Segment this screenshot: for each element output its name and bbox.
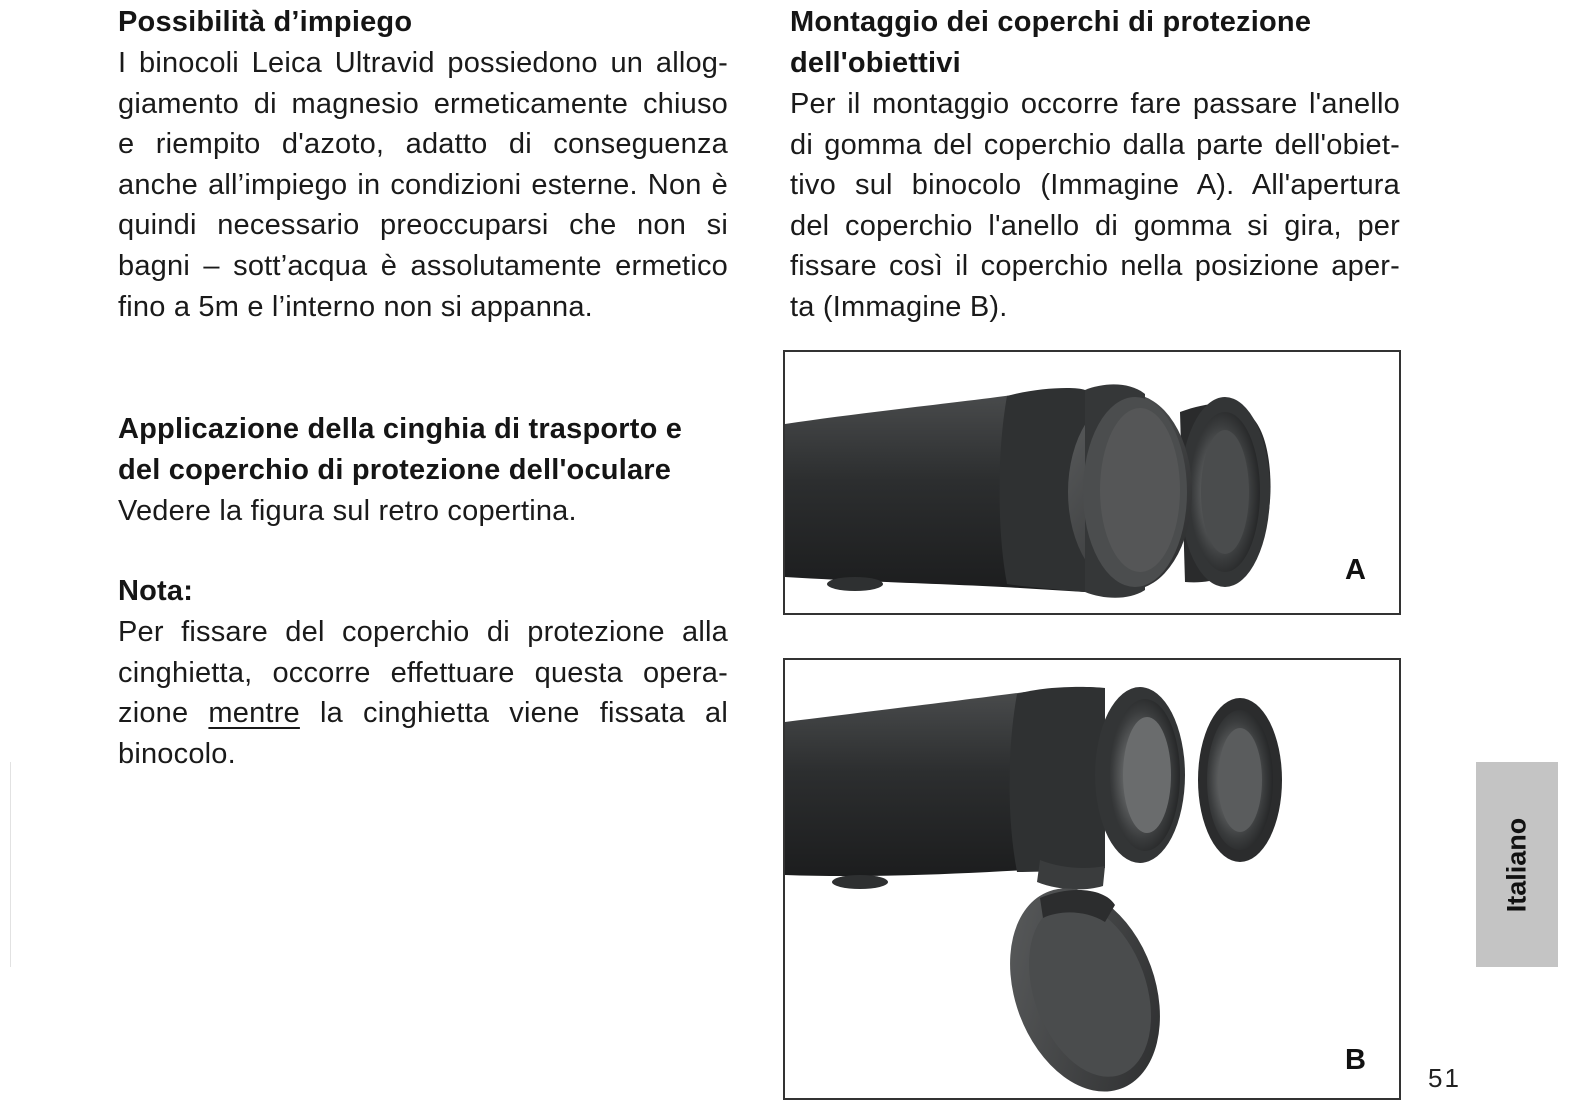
body-line: Per fissare del coperchio di protezione alla: [118, 616, 728, 648]
section-body: [118, 612, 728, 774]
body-line: ta (Immagine B).: [790, 290, 1008, 323]
body-line: cinghietta, occorre effettuare questa opera-: [118, 656, 728, 689]
section-possibilita-impiego: [118, 2, 728, 327]
title-line: del coperchio di protezione dell'oculare: [118, 454, 672, 486]
section-body: [118, 491, 738, 532]
body-line: e riempito d'azoto, adatto di conseguenza: [118, 128, 728, 161]
language-tab-label: Italiano: [1501, 817, 1532, 912]
figure-a-binocular-cap-closed: [783, 350, 1401, 615]
title-line: Montaggio dei coperchi di protezione: [790, 6, 1312, 38]
section-title: [790, 2, 1400, 84]
line-prefix: zione: [118, 697, 189, 730]
section-nota: [118, 571, 728, 774]
body-line: Per il montaggio occorre fare passare l'anello: [790, 88, 1400, 120]
body-line: Vedere la figura sul retro copertina.: [118, 495, 577, 527]
figure-label-b: B: [1345, 1044, 1366, 1076]
body-line: del coperchio l'anello di gomma si gira, per: [790, 209, 1400, 242]
section-title: Possibilità d’impiego: [118, 6, 413, 38]
title-line: dell'obiettivi: [790, 47, 961, 79]
binocular-open-image: [785, 660, 1401, 1100]
section-body: [118, 43, 728, 327]
underlined-word: mentre: [208, 697, 300, 730]
section-title: [118, 409, 738, 491]
body-line: fissare così il coperchio nella posizione aper-: [790, 250, 1400, 283]
body-line: binocolo.: [118, 737, 236, 770]
section-body: [790, 84, 1400, 328]
body-line: giamento di magnesio ermeticamente chiuso: [118, 87, 728, 120]
body-line: I binocoli Leica Ultravid possiedono un allog-: [118, 47, 728, 79]
title-line: Applicazione della cinghia di trasporto e: [118, 413, 683, 445]
body-line: fino a 5m e l’interno non si appanna.: [118, 290, 593, 323]
binocular-closed-image: [785, 352, 1401, 615]
figure-label-a: A: [1345, 554, 1366, 586]
section-applicazione-cinghia: [118, 409, 738, 532]
body-line: quindi necessario preoccuparsi che non si: [118, 209, 728, 242]
language-tab: [1476, 762, 1558, 967]
body-line: [118, 693, 728, 734]
margin-rule: [10, 762, 11, 967]
body-line: anche all’impiego in condizioni esterne. Non è: [118, 168, 728, 201]
line-suffix: la cinghietta viene fissata al: [319, 697, 728, 730]
body-line: bagni – sott’acqua è assolutamente ermetico: [118, 249, 728, 282]
body-line: di gomma del coperchio dalla parte dell'obiet-: [790, 128, 1400, 161]
section-title: Nota:: [118, 575, 194, 607]
page-number: 51: [1428, 1063, 1461, 1093]
section-montaggio-coperchi: [790, 2, 1400, 328]
figure-b-binocular-cap-open: [783, 658, 1401, 1100]
body-line: tivo sul binocolo (Immagine A). All'apertura: [790, 169, 1400, 202]
